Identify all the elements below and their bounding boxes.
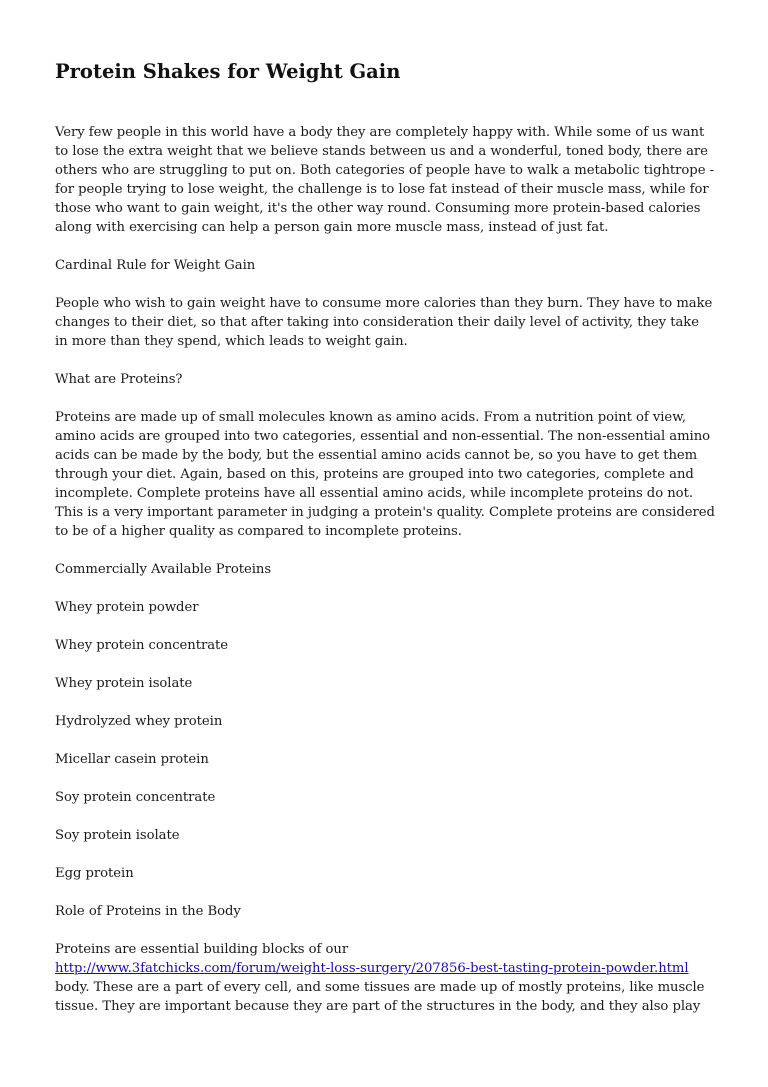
heading-cardinal-rule: Cardinal Rule for Weight Gain xyxy=(55,258,256,273)
heading-what-are-proteins: What are Proteins? xyxy=(55,372,183,387)
protein-list-item: Soy protein isolate xyxy=(55,828,180,843)
protein-list-item: Soy protein concentrate xyxy=(55,790,216,805)
protein-list-item: Whey protein concentrate xyxy=(55,638,229,653)
role-text-after-link: body. These are a part of every cell, and some tissues are made up of mostly proteins, like muscle tissue. They are important because they are part of the structures in the body, and they also play xyxy=(55,980,705,1014)
heading-role-of-proteins: Role of Proteins in the Body xyxy=(55,904,241,919)
document-page xyxy=(55,58,715,1035)
protein-list-item: Whey protein powder xyxy=(55,600,199,615)
protein-list-item: Micellar casein protein xyxy=(55,752,209,767)
protein-list-item: Egg protein xyxy=(55,866,134,881)
protein-powder-link[interactable]: http://www.3fatchicks.com/forum/weight-loss-surgery/207856-best-tasting-protein-powder.html xyxy=(55,961,689,976)
intro-paragraph: Very few people in this world have a body they are completely happy with. While some of us want to lose the extra weight that we believe stands between us and a wonderful, toned body, there are others who are struggling to put on. Both categories of people have to walk a metabolic tightrope - for people trying to lose weight, the challenge is to lose fat instead of their muscle mass, while for those who want to gain weight, it's the other way round. Consuming more protein-based calories along with exercising can help a person gain more muscle mass, instead of just fat. xyxy=(55,125,714,235)
role-paragraph xyxy=(55,940,715,1016)
proteins-paragraph: Proteins are made up of small molecules known as amino acids. From a nutrition point of view, amino acids are grouped into two categories, essential and non-essential. The non-essential amino acids can be made by the body, but the essential amino acids cannot be, so you have to get them through your diet. Again, based on this, proteins are grouped into two categories, complete and incomplete. Complete proteins have all essential amino acids, while incomplete proteins do not. This is a very important parameter in judging a protein's quality. Complete proteins are considered to be of a higher quality as compared to incomplete proteins. xyxy=(55,410,715,539)
role-text-before-link: Proteins are essential building blocks of our xyxy=(55,942,349,957)
heading-commercial-proteins: Commercially Available Proteins xyxy=(55,562,272,577)
cardinal-rule-paragraph: People who wish to gain weight have to consume more calories than they burn. They have to make changes to their diet, so that after taking into consideration their daily level of activity, they take in more than they spend, which leads to weight gain. xyxy=(55,296,713,349)
document-title: Protein Shakes for Weight Gain xyxy=(55,60,401,83)
protein-list-item: Hydrolyzed whey protein xyxy=(55,714,223,729)
protein-list-item: Whey protein isolate xyxy=(55,676,193,691)
